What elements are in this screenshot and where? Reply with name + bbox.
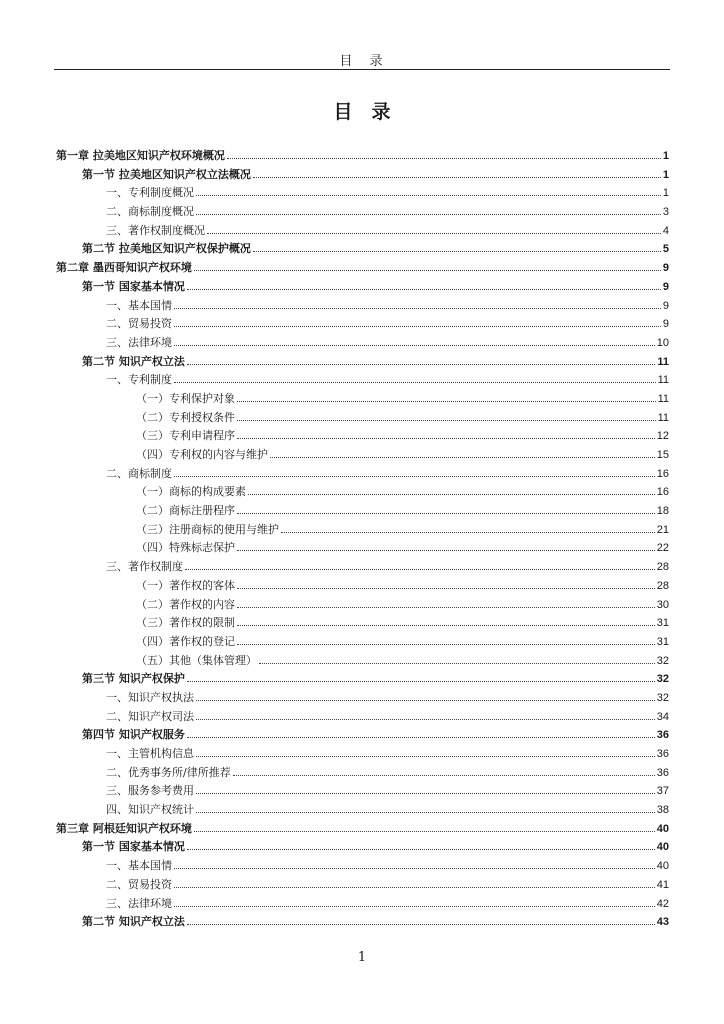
toc-entry-label: 第三章 阿根廷知识产权环境 (56, 821, 192, 835)
toc-entry[interactable] (56, 856, 669, 875)
toc-entry-page: 38 (656, 804, 669, 817)
toc-entry-label: （一）专利保护对象 (136, 391, 235, 405)
toc-entry[interactable] (56, 165, 669, 184)
toc-entry[interactable] (56, 408, 669, 427)
toc-entry-page: 15 (656, 449, 669, 461)
toc-entry-label: 第一章 拉美地区知识产权环境概况 (56, 149, 225, 162)
dot-leader (174, 875, 655, 888)
toc-entry[interactable] (56, 426, 669, 445)
toc-entry-label: 一、基本国情 (106, 859, 172, 873)
toc-entry-label: （一）商标的构成要素 (136, 485, 246, 499)
table-of-contents (56, 146, 669, 931)
toc-entry[interactable] (56, 557, 669, 576)
toc-entry-page: 32 (656, 691, 669, 704)
toc-entry-page: 16 (656, 486, 669, 499)
toc-entry-page: 32 (656, 654, 669, 667)
dot-leader (187, 725, 655, 738)
toc-entry[interactable] (56, 296, 669, 315)
toc-entry[interactable] (56, 202, 669, 221)
toc-entry-label: 第二节 拉美地区知识产权保护概况 (82, 242, 251, 256)
dot-leader (207, 221, 661, 234)
toc-entry-page: 21 (656, 523, 669, 536)
toc-entry-page: 42 (656, 897, 669, 910)
toc-entry-page: 22 (656, 542, 669, 555)
toc-entry-page: 11 (657, 355, 669, 368)
toc-entry-label: （四）专利权的内容与维护 (136, 448, 268, 461)
dot-leader (187, 277, 661, 290)
toc-entry[interactable] (56, 183, 669, 202)
toc-entry-page: 41 (656, 878, 669, 891)
dot-leader (237, 408, 656, 421)
dot-leader (196, 744, 655, 757)
toc-entry-label: 一、专利制度概况 (106, 186, 194, 200)
toc-entry[interactable] (56, 781, 669, 800)
toc-entry[interactable] (56, 744, 669, 763)
toc-entry-page: 1 (662, 187, 669, 200)
toc-entry[interactable] (56, 314, 669, 333)
dot-leader (187, 352, 656, 365)
toc-entry-label: 一、专利制度 (106, 373, 172, 387)
toc-entry-page: 5 (662, 243, 669, 256)
toc-entry[interactable] (56, 669, 669, 688)
toc-entry[interactable] (56, 819, 669, 838)
toc-entry[interactable] (56, 613, 669, 632)
toc-entry-page: 40 (656, 860, 669, 873)
toc-entry[interactable] (56, 277, 669, 296)
toc-entry-page: 34 (656, 710, 669, 723)
toc-entry[interactable] (56, 333, 669, 352)
toc-entry-page: 40 (656, 841, 669, 854)
toc-entry-label: （四）著作权的登记 (136, 634, 235, 648)
toc-entry-page: 9 (662, 280, 669, 293)
toc-entry-page: 31 (656, 635, 669, 648)
toc-entry-label: （二）著作权的内容 (136, 597, 235, 611)
dot-leader (253, 239, 661, 252)
toc-entry[interactable] (56, 632, 669, 651)
toc-entry-label: 第二节 知识产权立法 (82, 915, 185, 929)
running-header: 目 录 (339, 54, 385, 69)
toc-entry-label: 一、基本国情 (106, 298, 172, 312)
toc-entry[interactable] (56, 576, 669, 595)
toc-entry-label: （五）其他（集体管理） (136, 653, 257, 667)
toc-entry-page: 16 (656, 467, 669, 480)
dot-leader (237, 632, 655, 645)
toc-entry[interactable] (56, 725, 669, 744)
toc-entry-page: 36 (656, 766, 669, 779)
toc-entry[interactable] (56, 595, 669, 614)
dot-leader (174, 856, 655, 869)
dot-leader (237, 538, 655, 551)
dot-leader (174, 464, 655, 477)
dot-leader (196, 688, 655, 701)
toc-entry-page: 31 (656, 617, 669, 630)
dot-leader (196, 183, 661, 196)
dot-leader (185, 557, 655, 570)
toc-entry-page: 36 (656, 748, 669, 760)
dot-leader (237, 501, 655, 514)
toc-entry[interactable] (56, 688, 669, 707)
toc-entry-page: 1 (662, 150, 669, 162)
toc-entry-page: 40 (656, 822, 669, 835)
toc-entry-label: 第一节 国家基本情况 (82, 840, 185, 854)
toc-entry-page: 36 (656, 729, 669, 742)
toc-entry[interactable] (56, 389, 669, 408)
toc-entry-label: （四）特殊标志保护 (136, 541, 235, 555)
toc-title: 目 录 (333, 101, 391, 123)
toc-entry-label: 第二章 墨西哥知识产权环境 (56, 261, 192, 275)
dot-leader (227, 146, 661, 159)
toc-entry[interactable] (56, 894, 669, 913)
toc-entry-page: 10 (656, 336, 669, 349)
toc-entry-label: 二、商标制度概况 (106, 205, 194, 219)
dot-leader (196, 781, 655, 794)
dot-leader (187, 912, 655, 925)
toc-entry[interactable] (56, 875, 669, 894)
toc-entry[interactable] (56, 482, 669, 501)
dot-leader (187, 837, 655, 850)
toc-entry-page: 18 (656, 505, 669, 518)
toc-entry-page: 9 (662, 318, 669, 331)
dot-leader (196, 202, 661, 215)
toc-entry-label: 第一节 国家基本情况 (82, 279, 185, 293)
dot-leader (281, 520, 655, 533)
toc-entry-page: 11 (657, 411, 669, 424)
toc-entry-label: （一）著作权的客体 (136, 578, 235, 592)
toc-entry-page: 30 (656, 598, 669, 611)
dot-leader (174, 296, 661, 309)
page-number: 1 (357, 950, 367, 965)
toc-entry[interactable] (56, 239, 669, 258)
toc-entry-label: 第三节 知识产权保护 (82, 672, 185, 686)
header-divider (54, 69, 670, 70)
toc-entry-page: 1 (662, 168, 669, 181)
toc-entry-label: 三、著作权制度 (106, 560, 183, 574)
toc-entry[interactable] (56, 352, 669, 371)
dot-leader (270, 445, 655, 458)
toc-entry-label: 二、贸易投资 (106, 877, 172, 891)
dot-leader (237, 576, 655, 589)
dot-leader (196, 707, 655, 720)
toc-entry[interactable] (56, 763, 669, 782)
toc-entry-label: 四、知识产权统计 (106, 803, 194, 817)
dot-leader (196, 800, 655, 813)
toc-entry[interactable] (56, 501, 669, 520)
toc-entry-label: 第一节 拉美地区知识产权立法概况 (82, 167, 251, 181)
dot-leader (194, 258, 661, 271)
toc-entry-label: 三、著作权制度概况 (106, 223, 205, 237)
toc-entry[interactable] (56, 837, 669, 856)
toc-entry-label: （三）注册商标的使用与维护 (136, 522, 279, 536)
toc-entry-label: （二）商标注册程序 (136, 504, 235, 518)
dot-leader (174, 370, 656, 383)
dot-leader (174, 894, 655, 907)
dot-leader (194, 819, 655, 832)
dot-leader (253, 165, 661, 178)
dot-leader (237, 389, 656, 402)
toc-entry[interactable] (56, 651, 669, 670)
toc-entry-page: 28 (656, 561, 669, 574)
toc-entry-label: 三、法律环境 (106, 896, 172, 910)
dot-leader (237, 595, 655, 608)
toc-entry-page: 11 (657, 374, 669, 387)
toc-entry-page: 3 (662, 206, 669, 219)
toc-entry-page: 12 (656, 430, 669, 443)
toc-entry-page: 37 (656, 785, 669, 798)
dot-leader (237, 426, 655, 439)
dot-leader (174, 333, 655, 346)
toc-entry-label: 二、贸易投资 (106, 317, 172, 331)
toc-entry-page: 4 (662, 224, 669, 237)
toc-entry-label: 三、服务参考费用 (106, 784, 194, 798)
toc-entry-label: 二、商标制度 (106, 466, 172, 480)
toc-entry[interactable] (56, 221, 669, 240)
toc-entry-page: 43 (656, 916, 669, 929)
toc-entry-label: 二、知识产权司法 (106, 709, 194, 723)
toc-entry-label: （三）著作权的限制 (136, 616, 235, 630)
toc-entry-page: 28 (656, 579, 669, 592)
toc-entry-page: 11 (657, 392, 669, 405)
toc-entry[interactable] (56, 146, 669, 165)
toc-entry[interactable] (56, 538, 669, 557)
toc-entry[interactable] (56, 800, 669, 819)
dot-leader (237, 613, 655, 626)
toc-entry-label: 第四节 知识产权服务 (82, 728, 185, 742)
dot-leader (187, 669, 655, 682)
toc-entry[interactable] (56, 258, 669, 277)
toc-entry-label: 第二节 知识产权立法 (82, 354, 185, 368)
toc-entry-label: 一、主管机构信息 (106, 747, 194, 760)
toc-entry[interactable] (56, 707, 669, 726)
toc-entry-page: 9 (662, 299, 669, 312)
toc-entry-page: 9 (662, 262, 669, 275)
toc-entry[interactable] (56, 370, 669, 389)
toc-entry-label: 三、法律环境 (106, 335, 172, 349)
toc-entry-label: （三）专利申请程序 (136, 429, 235, 443)
toc-entry[interactable] (56, 464, 669, 483)
dot-leader (233, 763, 655, 776)
dot-leader (174, 314, 661, 327)
dot-leader (248, 482, 655, 495)
dot-leader (259, 651, 655, 664)
toc-entry[interactable] (56, 912, 669, 931)
toc-entry-label: （二）专利授权条件 (136, 410, 235, 424)
toc-entry-label: 二、优秀事务所/律所推荐 (106, 765, 231, 779)
toc-entry[interactable] (56, 445, 669, 464)
toc-entry[interactable] (56, 520, 669, 539)
toc-entry-page: 32 (656, 673, 669, 686)
toc-entry-label: 一、知识产权执法 (106, 690, 194, 704)
